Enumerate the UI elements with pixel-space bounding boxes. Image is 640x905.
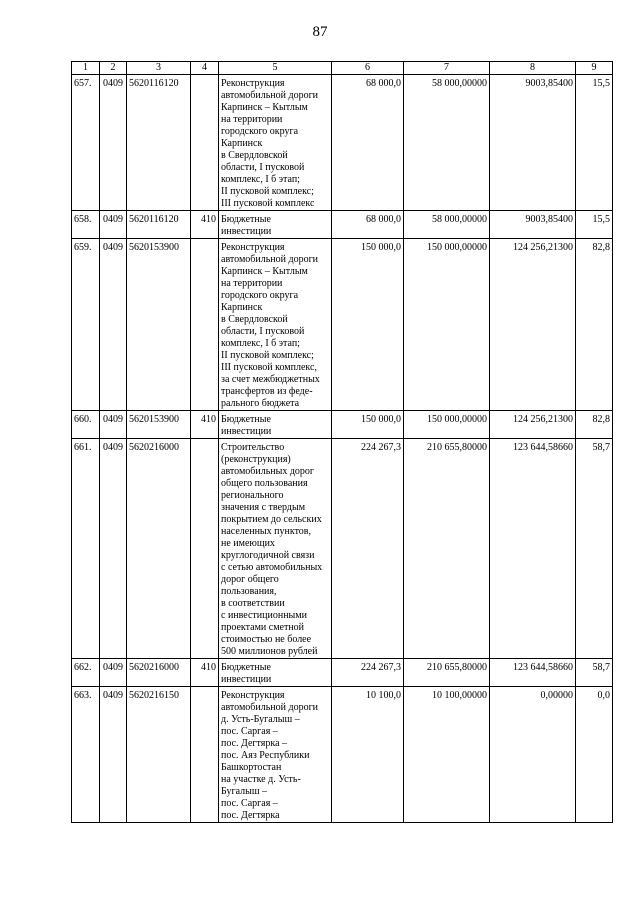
- value-col-8: 9003,85400: [490, 211, 576, 239]
- value-col-9: 82,8: [576, 239, 613, 411]
- row-number: 661.: [72, 439, 100, 659]
- header-cell-2: 2: [100, 62, 127, 75]
- header-cell-7: 7: [404, 62, 490, 75]
- target-article-code: 5620216150: [127, 687, 191, 823]
- section-code: 0409: [100, 75, 127, 211]
- section-code: 0409: [100, 411, 127, 439]
- table-row: [72, 239, 613, 411]
- section-code: 0409: [100, 687, 127, 823]
- value-col-6: 224 267,3: [332, 439, 404, 659]
- page-number: 87: [312, 24, 328, 40]
- value-col-6: 150 000,0: [332, 239, 404, 411]
- row-number: 657.: [72, 75, 100, 211]
- section-code: 0409: [100, 659, 127, 687]
- value-col-7: 150 000,00000: [404, 411, 490, 439]
- expense-type-code: [191, 439, 219, 659]
- row-number: 662.: [72, 659, 100, 687]
- value-col-9: 82,8: [576, 411, 613, 439]
- target-article-code: 5620216000: [127, 659, 191, 687]
- item-name: Бюджетные инвестиции: [219, 659, 332, 687]
- value-col-7: 210 655,80000: [404, 659, 490, 687]
- target-article-code: 5620153900: [127, 411, 191, 439]
- row-number: 658.: [72, 211, 100, 239]
- expense-type-code: 410: [191, 411, 219, 439]
- item-name: Реконструкция автомобильной дороги Карпинск – Кытлым на территории городского округа Карпинск в Свердловской области, I пусковой комплекс, I б этап; II пусковой комплекс; III пусковой комплекс, за счет межбюджетных трансфертов из феде- рального бюджета: [219, 239, 332, 411]
- target-article-code: 5620216000: [127, 439, 191, 659]
- table-row: [72, 211, 613, 239]
- value-col-9: 15,5: [576, 211, 613, 239]
- header-cell-5: 5: [219, 62, 332, 75]
- value-col-8: 0,00000: [490, 687, 576, 823]
- section-code: 0409: [100, 211, 127, 239]
- header-cell-3: 3: [127, 62, 191, 75]
- item-name: Реконструкция автомобильной дороги Карпинск – Кытлым на территории городского округа Карпинск в Свердловской области, I пусковой комплекс, I б этап; II пусковой комплекс; III пусковой комплекс: [219, 75, 332, 211]
- value-col-7: 58 000,00000: [404, 211, 490, 239]
- value-col-7: 10 100,00000: [404, 687, 490, 823]
- table-row: [72, 75, 613, 211]
- target-article-code: 5620116120: [127, 211, 191, 239]
- expense-type-code: [191, 239, 219, 411]
- header-cell-4: 4: [191, 62, 219, 75]
- value-col-8: 123 644,58660: [490, 439, 576, 659]
- expense-type-code: [191, 687, 219, 823]
- header-cell-8: 8: [490, 62, 576, 75]
- value-col-6: 224 267,3: [332, 659, 404, 687]
- value-col-6: 68 000,0: [332, 75, 404, 211]
- value-col-7: 210 655,80000: [404, 439, 490, 659]
- table-row: [72, 659, 613, 687]
- item-name: Реконструкция автомобильной дороги д. Усть-Бугалыш – пос. Саргая – пос. Дегтярка – пос. Аяз Республики Башкортостан на участке д. Усть- Бугалыш – пос. Саргая – пос. Дегтярка: [219, 687, 332, 823]
- expense-type-code: [191, 75, 219, 211]
- header-cell-6: 6: [332, 62, 404, 75]
- table-row: [72, 439, 613, 659]
- section-code: 0409: [100, 439, 127, 659]
- target-article-code: 5620116120: [127, 75, 191, 211]
- value-col-6: 68 000,0: [332, 211, 404, 239]
- table-row: [72, 411, 613, 439]
- header-cell-1: 1: [72, 62, 100, 75]
- value-col-8: 124 256,21300: [490, 411, 576, 439]
- expense-type-code: 410: [191, 211, 219, 239]
- value-col-6: 150 000,0: [332, 411, 404, 439]
- item-name: Бюджетные инвестиции: [219, 211, 332, 239]
- expense-type-code: 410: [191, 659, 219, 687]
- row-number: 660.: [72, 411, 100, 439]
- value-col-7: 58 000,00000: [404, 75, 490, 211]
- table-header-row: [72, 62, 613, 75]
- row-number: 663.: [72, 687, 100, 823]
- section-code: 0409: [100, 239, 127, 411]
- header-cell-9: 9: [576, 62, 613, 75]
- value-col-9: 58,7: [576, 659, 613, 687]
- table-row: [72, 687, 613, 823]
- value-col-9: 15,5: [576, 75, 613, 211]
- item-name: Бюджетные инвестиции: [219, 411, 332, 439]
- value-col-6: 10 100,0: [332, 687, 404, 823]
- value-col-9: 0,0: [576, 687, 613, 823]
- value-col-8: 124 256,21300: [490, 239, 576, 411]
- value-col-8: 123 644,58660: [490, 659, 576, 687]
- value-col-7: 150 000,00000: [404, 239, 490, 411]
- item-name: Строительство (реконструкция) автомобильных дорог общего пользования регионального значения с твердым покрытием до сельских населенных пунктов, не имеющих круглогодичной связи с сетью автомобильных дорог общего пользования, в соответствии с инвестиционными проектами сметной стоимостью не более 500 миллионов рублей: [219, 439, 332, 659]
- value-col-8: 9003,85400: [490, 75, 576, 211]
- value-col-9: 58,7: [576, 439, 613, 659]
- budget-table: [71, 61, 613, 823]
- row-number: 659.: [72, 239, 100, 411]
- target-article-code: 5620153900: [127, 239, 191, 411]
